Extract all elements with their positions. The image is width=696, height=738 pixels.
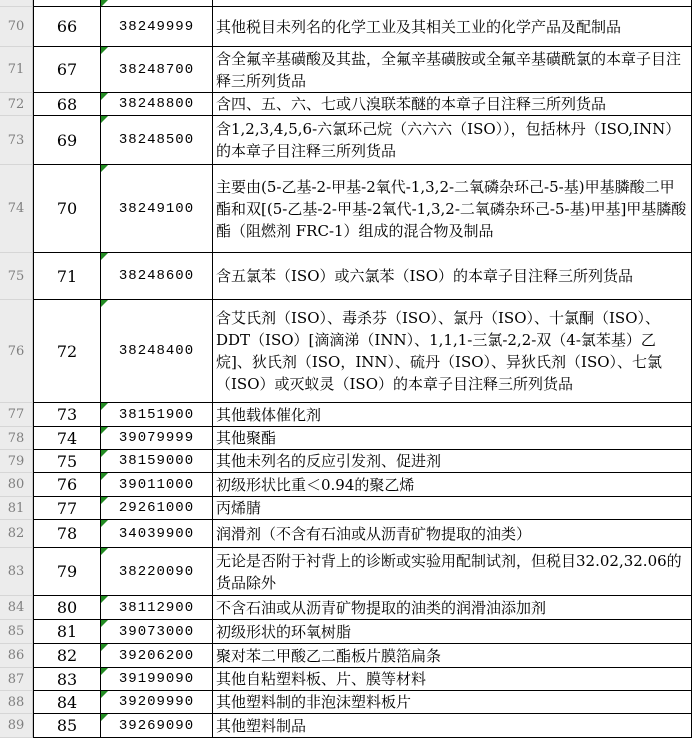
- seq-cell[interactable]: [33, 0, 100, 7]
- row-header-cell[interactable]: 81: [0, 497, 33, 520]
- description-text: 含全氟辛基磺酸及其盐，全氟辛基磺胺或全氟辛基磺酰氯的本章子目注释三所列货品: [216, 49, 682, 90]
- code-cell[interactable]: [100, 450, 212, 473]
- code-text: 38248800: [118, 96, 195, 112]
- description-text: 含四、五、六、七或八溴联苯醚的本章子目注释三所列货品: [216, 95, 607, 113]
- table-row: [0, 668, 692, 691]
- error-indicator-icon: [101, 497, 108, 504]
- code-text: 38112900: [118, 599, 195, 616]
- code-text: 39073000: [118, 623, 195, 640]
- code-cell[interactable]: [100, 520, 212, 548]
- table-row: [0, 714, 692, 738]
- description-text: 初级形状的环氧树脂: [216, 622, 352, 641]
- error-indicator-icon: [101, 165, 108, 172]
- row-header-cell[interactable]: 78: [0, 427, 33, 450]
- code-text: 29261000: [118, 500, 195, 516]
- code-text: 38248600: [118, 268, 195, 284]
- row-header-cell[interactable]: 82: [0, 520, 33, 548]
- code-cell[interactable]: [100, 427, 212, 450]
- row-header-cell[interactable]: 70: [0, 7, 33, 47]
- code-text: 38249999: [118, 18, 195, 35]
- description-text: 润滑剂（不含有石油或从沥青矿物提取的油类）: [216, 524, 532, 543]
- row-header-cell[interactable]: 88: [0, 691, 33, 714]
- description-text: 其他聚酯: [216, 429, 277, 447]
- table-row: [0, 93, 692, 116]
- code-text: 38248700: [118, 61, 195, 78]
- description-cell[interactable]: [212, 714, 692, 738]
- code-text: 38220090: [118, 563, 195, 580]
- code-cell[interactable]: [100, 548, 212, 596]
- code-text: 39011000: [118, 476, 195, 493]
- seq-cell[interactable]: 78: [33, 520, 100, 548]
- description-cell[interactable]: [212, 165, 692, 253]
- code-text: 39199090: [118, 671, 195, 687]
- error-indicator-icon: [101, 253, 108, 260]
- row-header-cell[interactable]: 84: [0, 596, 33, 620]
- description-cell[interactable]: [212, 520, 692, 548]
- seq-cell[interactable]: 69: [33, 116, 100, 165]
- table-row: [0, 0, 692, 7]
- row-header-cell[interactable]: 73: [0, 116, 33, 165]
- error-indicator-icon: [101, 596, 108, 603]
- row-header-cell[interactable]: [0, 0, 33, 7]
- seq-cell[interactable]: 85: [33, 714, 100, 738]
- description-text: 其他塑料制品: [216, 716, 307, 735]
- row-header-cell[interactable]: 71: [0, 47, 33, 93]
- code-cell[interactable]: [100, 714, 212, 738]
- table-row: [0, 497, 692, 520]
- error-indicator-icon: [101, 450, 108, 457]
- code-text: 38151900: [118, 406, 195, 423]
- code-text: 39079999: [118, 430, 195, 446]
- row-header-cell[interactable]: 87: [0, 668, 33, 691]
- error-indicator-icon: [101, 620, 108, 627]
- description-text: 含艾氏剂（ISO）、毒杀芬（ISO）、氯丹（ISO）、十氯酮（ISO）、DDT（ISO）[滴滴涕（INN）、1,1,1-三氯-2,2-双（4-氯苯基）乙烷]、狄氏剂（ISO，INN）、硫丹（ISO）、异狄氏剂（ISO）、七氯（ISO）或灭蚁灵（ISO）的本章子目注释三所列货品: [216, 309, 663, 393]
- description-cell[interactable]: [212, 450, 692, 473]
- description-cell[interactable]: [212, 497, 692, 520]
- row-header-cell[interactable]: 89: [0, 714, 33, 738]
- description-cell[interactable]: [212, 116, 692, 165]
- description-text: 其他载体催化剂: [216, 405, 322, 424]
- code-cell[interactable]: [100, 691, 212, 714]
- table-row: [0, 450, 692, 473]
- table-row: [0, 300, 692, 403]
- code-text: 38249100: [118, 200, 195, 217]
- error-indicator-icon: [101, 473, 108, 480]
- seq-cell[interactable]: 83: [33, 668, 100, 691]
- table-row: [0, 165, 692, 253]
- code-cell[interactable]: [100, 165, 212, 253]
- seq-cell[interactable]: 71: [33, 253, 100, 300]
- error-indicator-icon: [101, 714, 108, 721]
- description-cell[interactable]: [212, 596, 692, 620]
- code-cell[interactable]: [100, 253, 212, 300]
- table-row: [0, 403, 692, 427]
- description-cell[interactable]: [212, 7, 692, 47]
- description-text: 丙烯腈: [216, 499, 262, 517]
- description-cell[interactable]: [212, 403, 692, 427]
- error-indicator-icon: [101, 427, 108, 434]
- row-header-cell[interactable]: 75: [0, 253, 33, 300]
- code-text: 39269090: [118, 717, 195, 734]
- seq-cell[interactable]: 66: [33, 7, 100, 47]
- description-text: 初级形状比重＜0.94的聚乙烯: [216, 475, 415, 494]
- seq-cell[interactable]: 81: [33, 620, 100, 644]
- row-header-cell[interactable]: 74: [0, 165, 33, 253]
- code-cell[interactable]: [100, 497, 212, 520]
- seq-cell[interactable]: 67: [33, 47, 100, 93]
- code-text: 38159000: [118, 453, 195, 469]
- description-cell[interactable]: [212, 644, 692, 668]
- code-cell[interactable]: [100, 644, 212, 668]
- table-row: [0, 253, 692, 300]
- seq-cell[interactable]: 82: [33, 644, 100, 668]
- seq-cell[interactable]: 80: [33, 596, 100, 620]
- code-cell[interactable]: [100, 0, 212, 7]
- description-cell[interactable]: [212, 300, 692, 403]
- error-indicator-icon: [101, 644, 108, 651]
- description-text: 其他未列名的反应引发剂、促进剂: [216, 452, 442, 470]
- seq-cell[interactable]: 79: [33, 548, 100, 596]
- description-text: 含1,2,3,4,5,6-六氯环己烷（六六六（ISO）），包括林丹（ISO,INN）的本章子目注释三所列货品: [216, 120, 681, 160]
- table-row: [0, 691, 692, 714]
- code-text: 39209990: [118, 694, 195, 710]
- code-text: 39206200: [118, 647, 195, 664]
- row-header-cell[interactable]: 85: [0, 620, 33, 644]
- code-cell[interactable]: [100, 116, 212, 165]
- code-text: 38248500: [118, 132, 195, 148]
- table-row: [0, 548, 692, 596]
- description-text: 其他塑料制的非泡沫塑料板片: [216, 693, 412, 711]
- row-header-cell[interactable]: 79: [0, 450, 33, 473]
- seq-cell[interactable]: 84: [33, 691, 100, 714]
- code-text: 34039900: [118, 525, 195, 542]
- description-cell[interactable]: [212, 548, 692, 596]
- error-indicator-icon: [101, 93, 108, 100]
- code-cell[interactable]: [100, 47, 212, 93]
- error-indicator-icon: [101, 300, 108, 307]
- table-row: [0, 47, 692, 93]
- table-row: [0, 620, 692, 644]
- row-header-cell[interactable]: 83: [0, 548, 33, 596]
- code-cell[interactable]: [100, 93, 212, 116]
- table-row: [0, 520, 692, 548]
- error-indicator-icon: [101, 47, 108, 54]
- description-text: 其他自粘塑料板、片、膜等材料: [216, 670, 427, 688]
- error-indicator-icon: [101, 520, 108, 527]
- seq-cell[interactable]: 70: [33, 165, 100, 253]
- description-text: 含五氯苯（ISO）或六氯苯（ISO）的本章子目注释三所列货品: [216, 267, 633, 285]
- error-indicator-icon: [101, 0, 108, 7]
- table-row: [0, 473, 692, 497]
- table-row: [0, 116, 692, 165]
- row-header-cell[interactable]: 80: [0, 473, 33, 497]
- description-cell[interactable]: [212, 93, 692, 116]
- error-indicator-icon: [101, 691, 108, 698]
- description-text: 无论是否附于衬背上的诊断或实验用配制试剂，但税目32.02,32.06的货品除外: [216, 551, 682, 592]
- seq-cell[interactable]: 75: [33, 450, 100, 473]
- description-text: 不含石油或从沥青矿物提取的油类的润滑油添加剂: [216, 598, 547, 617]
- error-indicator-icon: [101, 403, 108, 410]
- description-text: 主要由(5-乙基-2-甲基-2氧代-1,3,2-二氧磷杂环己-5-基)甲基膦酸二甲酯和双[(5-乙基-2-甲基-2氧代-1,3,2-二氧磷杂环己-5-基)甲基]甲基膦酸酯（阻燃剂 FRC-1）组成的混合物及制品: [216, 177, 687, 240]
- seq-cell[interactable]: 77: [33, 497, 100, 520]
- description-cell[interactable]: [212, 0, 692, 7]
- code-text: 38248400: [118, 343, 195, 359]
- table-row: [0, 7, 692, 47]
- seq-cell[interactable]: 68: [33, 93, 100, 116]
- code-cell[interactable]: [100, 7, 212, 47]
- description-cell[interactable]: [212, 427, 692, 450]
- row-header-cell[interactable]: 72: [0, 93, 33, 116]
- error-indicator-icon: [101, 668, 108, 675]
- row-header-cell[interactable]: 86: [0, 644, 33, 668]
- description-text: 聚对苯二甲酸乙二酯板片膜箔扁条: [216, 646, 442, 665]
- table-row: [0, 596, 692, 620]
- description-cell[interactable]: [212, 47, 692, 93]
- code-cell[interactable]: [100, 473, 212, 497]
- description-cell[interactable]: [212, 253, 692, 300]
- code-cell[interactable]: [100, 620, 212, 644]
- code-cell[interactable]: [100, 668, 212, 691]
- row-header-cell[interactable]: 76: [0, 300, 33, 403]
- seq-cell[interactable]: 72: [33, 300, 100, 403]
- error-indicator-icon: [101, 116, 108, 123]
- table-row: [0, 644, 692, 668]
- code-cell[interactable]: [100, 403, 212, 427]
- description-cell[interactable]: [212, 473, 692, 497]
- seq-cell[interactable]: 73: [33, 403, 100, 427]
- seq-cell[interactable]: 76: [33, 473, 100, 497]
- error-indicator-icon: [101, 548, 108, 555]
- code-cell[interactable]: [100, 300, 212, 403]
- description-cell[interactable]: [212, 668, 692, 691]
- seq-cell[interactable]: 74: [33, 427, 100, 450]
- description-text: 其他税目未列名的化学工业及其相关工业的化学产品及配制品: [216, 17, 622, 36]
- table-row: [0, 427, 692, 450]
- description-cell[interactable]: [212, 691, 692, 714]
- row-header-cell[interactable]: 77: [0, 403, 33, 427]
- code-cell[interactable]: [100, 596, 212, 620]
- description-cell[interactable]: [212, 620, 692, 644]
